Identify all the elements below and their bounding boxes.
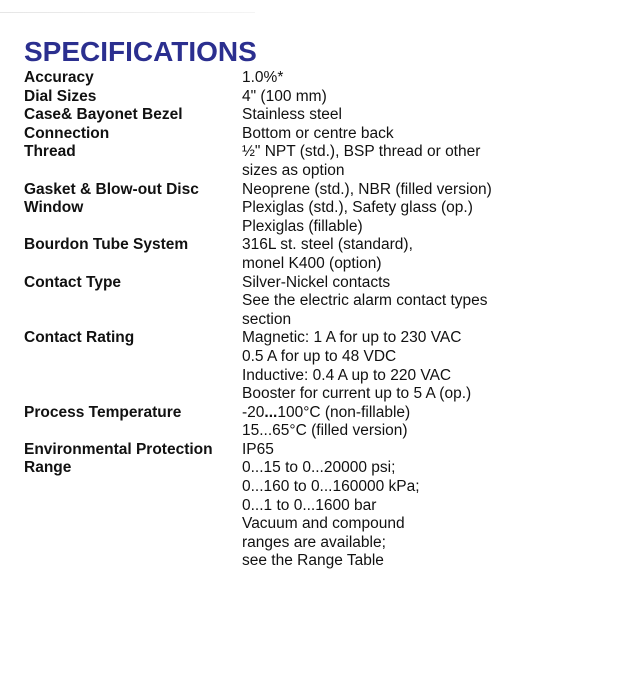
- spec-value: [242, 88, 604, 107]
- spec-value-line: section: [242, 310, 292, 328]
- spec-value: [242, 236, 604, 273]
- spec-value-line: -20...100°C (non-fillable): [242, 403, 411, 421]
- spec-value-line: Silver-Nickel contacts: [242, 273, 391, 291]
- spec-value: [242, 404, 604, 441]
- spec-value-line: 0.5 A for up to 48 VDC: [242, 347, 397, 365]
- spec-label: Bourdon Tube System: [24, 236, 189, 254]
- spec-value: [242, 274, 604, 330]
- spec-value-line: Booster for current up to 5 A (op.): [242, 385, 472, 403]
- spec-value-line: ranges are available;: [242, 533, 386, 551]
- spec-label: Window: [24, 199, 84, 217]
- spec-value-line: Magnetic: 1 A for up to 230 VAC: [242, 329, 462, 347]
- spec-label: Dial Sizes: [24, 87, 97, 105]
- spec-label: Case& Bayonet Bezel: [24, 106, 183, 124]
- spec-label: Environmental Protection: [24, 440, 213, 458]
- spec-row: [24, 106, 604, 125]
- spec-value: [242, 329, 604, 403]
- spec-label: Gasket & Blow-out Disc: [24, 180, 199, 198]
- spec-value-line: Stainless steel: [242, 106, 342, 124]
- spec-row: [24, 274, 604, 330]
- spec-value-line: 15...65°C (filled version): [242, 422, 408, 440]
- spec-row: [24, 329, 604, 403]
- page-title: SPECIFICATIONS: [24, 36, 257, 67]
- spec-label: Contact Type: [24, 273, 122, 291]
- spec-value-line: 0...15 to 0...20000 psi;: [242, 459, 396, 477]
- spec-row: [24, 143, 604, 180]
- spec-value-line: Bottom or centre back: [242, 124, 394, 142]
- spec-value: [242, 106, 604, 125]
- spec-value-line: IP65: [242, 440, 274, 458]
- spec-value-line: Plexiglas (std.), Safety glass (op.): [242, 199, 473, 217]
- spec-value: [242, 143, 604, 180]
- spec-value: [242, 441, 604, 460]
- spec-value: [242, 181, 604, 200]
- spec-value-line: sizes as option: [242, 161, 345, 179]
- spec-label: Connection: [24, 124, 110, 142]
- spec-value-line: Vacuum and compound: [242, 515, 405, 533]
- spec-value-line: 0...160 to 0...160000 kPa;: [242, 478, 420, 496]
- spec-value-line: see the Range Table: [242, 552, 384, 570]
- spec-value-line: 4" (100 mm): [242, 87, 327, 105]
- spec-label: Range: [24, 459, 72, 477]
- spec-row: [24, 404, 604, 441]
- spec-value-line: Neoprene (std.), NBR (filled version): [242, 180, 492, 198]
- spec-value-line: Plexiglas (fillable): [242, 217, 363, 235]
- spec-row: [24, 236, 604, 273]
- spec-label: Accuracy: [24, 69, 94, 86]
- spec-value-line: Inductive: 0.4 A up to 220 VAC: [242, 366, 452, 384]
- spec-label: Process Temperature: [24, 403, 182, 421]
- spec-value-line: See the electric alarm contact types: [242, 292, 488, 310]
- spec-row: [24, 441, 604, 460]
- spec-value-line: 316L st. steel (standard),: [242, 236, 413, 254]
- spec-value-line: 0...1 to 0...1600 bar: [242, 496, 377, 514]
- spec-row: [24, 181, 604, 200]
- spec-value: [242, 69, 604, 88]
- spec-row: [24, 459, 604, 571]
- spec-label: Thread: [24, 143, 76, 161]
- spec-row: [24, 199, 604, 236]
- spec-value-line: monel K400 (option): [242, 254, 382, 272]
- spec-row: [24, 88, 604, 107]
- spec-label: Contact Rating: [24, 329, 135, 347]
- spec-value: [242, 459, 604, 571]
- spec-row: [24, 125, 604, 144]
- spec-row: [24, 69, 604, 88]
- spec-value-line: 1.0%*: [242, 69, 284, 86]
- spec-value-line: ½" NPT (std.), BSP thread or other: [242, 143, 481, 161]
- top-divider: [0, 12, 255, 13]
- spec-value: [242, 199, 604, 236]
- spec-value: [242, 125, 604, 144]
- specifications-table: [24, 69, 604, 571]
